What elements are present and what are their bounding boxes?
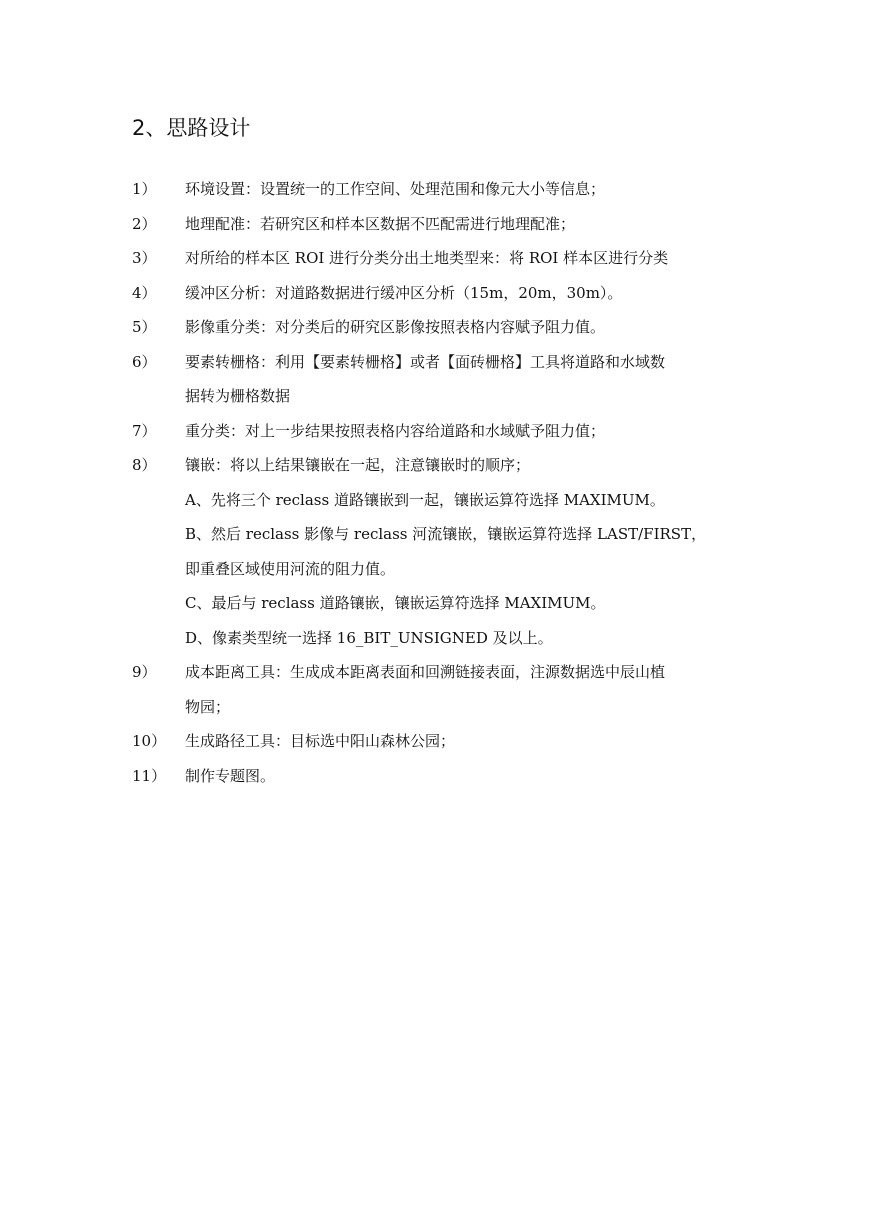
item-number: 2） — [132, 214, 157, 233]
item-text — [185, 310, 742, 345]
text-line: 即重叠区域使用河流的阻力值。 — [185, 559, 396, 578]
text-line: 成本距离工具：生成成本距离表面和回溯链接表面，注源数据选中辰山植 — [185, 663, 666, 681]
text-line: 地理配准：若研究区和样本区数据不匹配需进行地理配准； — [185, 214, 576, 233]
text-line: B、然后 reclass 影像与 reclass 河流镶嵌，镶嵌运算符选择 LAST/FIRST， — [185, 525, 707, 543]
list-item — [132, 759, 742, 794]
text-line: 生成路径工具：目标选中阳山森林公园； — [185, 732, 456, 750]
item-number: 10） — [132, 732, 167, 750]
list-item — [132, 310, 742, 345]
item-text — [185, 172, 742, 207]
list-item — [132, 345, 742, 414]
item-number: 5） — [132, 318, 157, 336]
item-text — [185, 345, 742, 414]
item-number: 8） — [132, 456, 157, 474]
list-item — [132, 241, 742, 276]
text-line: 缓冲区分析：对道路数据进行缓冲区分析（15m，20m，30m）。 — [185, 283, 623, 302]
item-number: 1） — [132, 180, 157, 198]
text-line: D、像素类型统一选择 16_BIT_UNSIGNED 及以上。 — [185, 628, 553, 647]
text-line: 制作专题图。 — [185, 766, 276, 785]
text-line: 对所给的样本区 ROI 进行分类分出土地类型来：将 ROI 样本区进行分类 — [185, 249, 669, 267]
text-line: 据转为栅格数据 — [185, 387, 291, 405]
item-number: 9） — [132, 663, 157, 681]
text-line: 物园； — [185, 697, 231, 716]
text-line: 要素转栅格：利用【要素转栅格】或者【面砖栅格】工具将道路和水域数 — [185, 352, 666, 371]
item-text — [185, 241, 742, 276]
list-item — [132, 414, 742, 449]
item-number: 3） — [132, 249, 157, 267]
list-item — [132, 207, 742, 242]
list-item — [132, 724, 742, 759]
item-text — [185, 724, 742, 759]
list-item — [132, 172, 742, 207]
text-line: A、先将三个 reclass 道路镶嵌到一起，镶嵌运算符选择 MAXIMUM。 — [185, 490, 665, 509]
item-text — [185, 759, 742, 794]
item-text — [185, 655, 742, 724]
text-line: C、最后与 reclass 道路镶嵌，镶嵌运算符选择 MAXIMUM。 — [185, 594, 606, 612]
text-line: 镶嵌：将以上结果镶嵌在一起，注意镶嵌时的顺序； — [185, 456, 531, 474]
item-text — [185, 276, 742, 311]
text-line: 重分类：对上一步结果按照表格内容给道路和水域赋予阻力值； — [185, 421, 606, 440]
section-heading: 2、思路设计 — [132, 116, 251, 140]
item-number: 6） — [132, 352, 157, 371]
item-text — [185, 414, 742, 449]
item-number: 7） — [132, 421, 157, 440]
list-item — [132, 655, 742, 724]
item-number: 4） — [132, 283, 157, 302]
item-number: 11） — [132, 766, 167, 785]
item-text — [185, 207, 742, 242]
list-item — [132, 448, 742, 655]
text-line: 环境设置：设置统一的工作空间、处理范围和像元大小等信息； — [185, 180, 606, 198]
text-line: 影像重分类：对分类后的研究区影像按照表格内容赋予阻力值。 — [185, 318, 606, 336]
item-text — [185, 448, 742, 655]
list-item — [132, 276, 742, 311]
step-list — [132, 172, 742, 793]
